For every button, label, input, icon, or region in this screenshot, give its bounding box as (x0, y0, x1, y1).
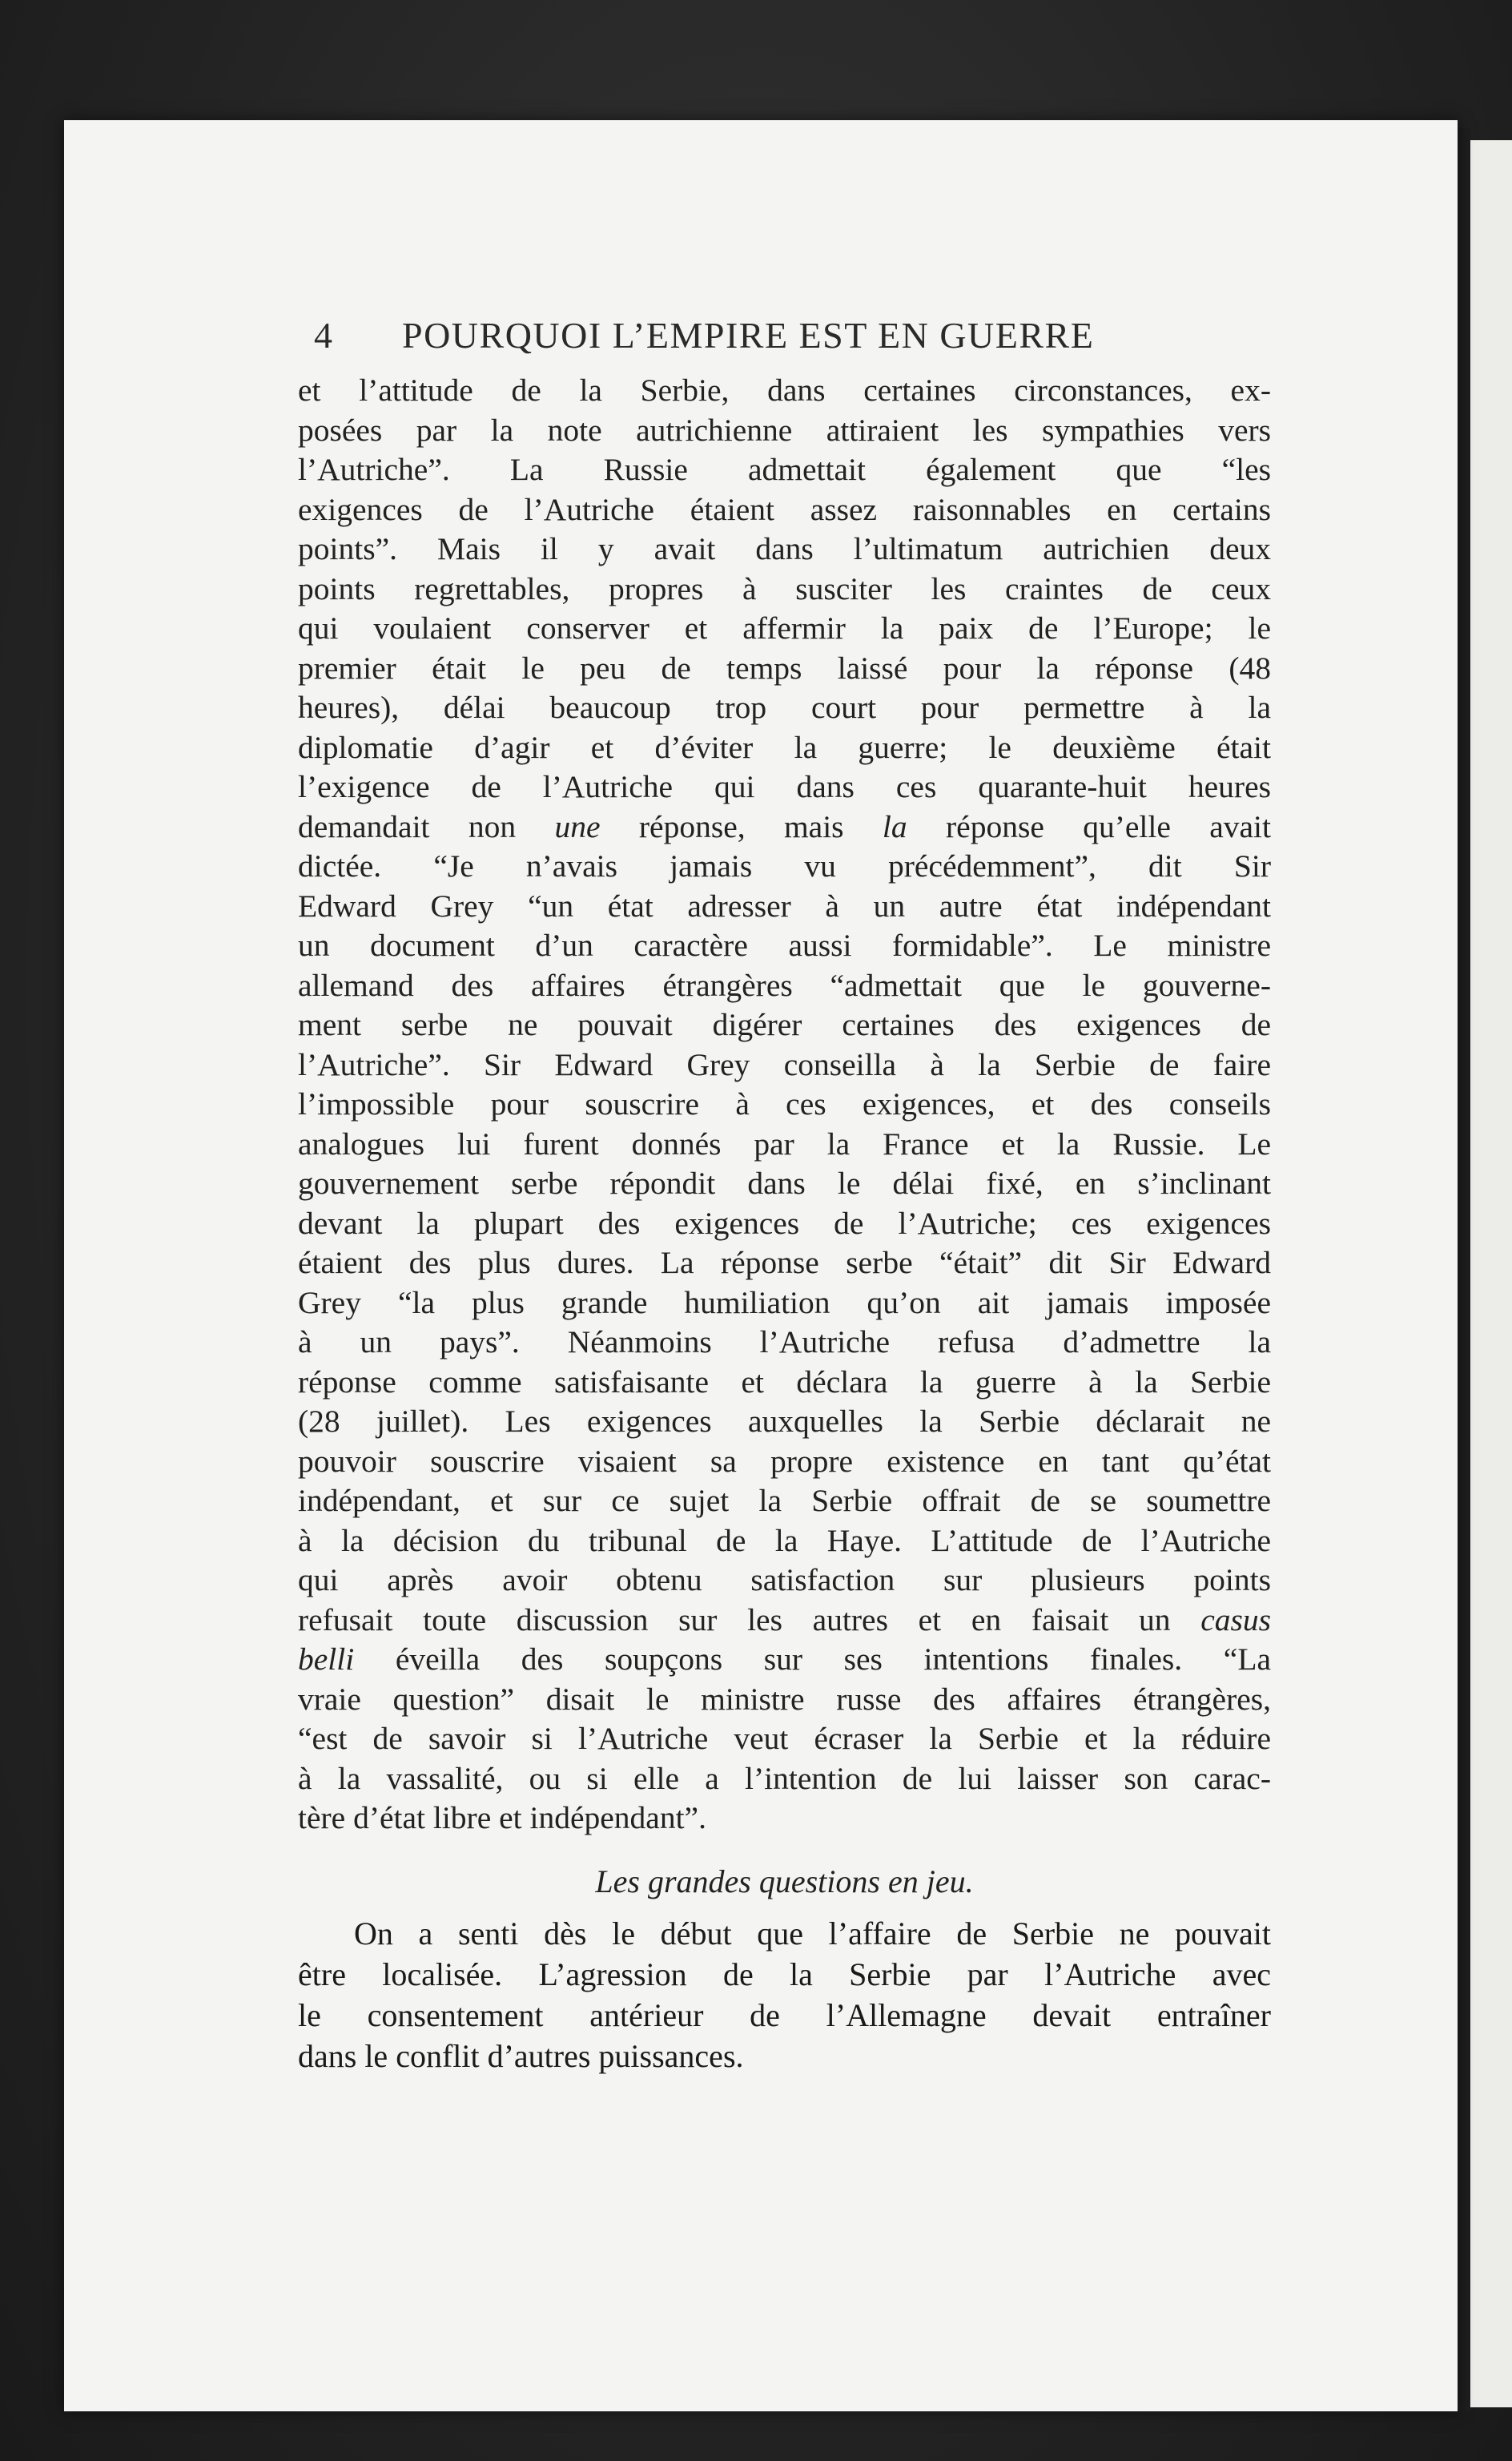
text-line: l’Autriche”. La Russie admettait également que “les (298, 452, 1271, 487)
text-line: allemand des affaires étrangères “admettait que le gouverne- (298, 967, 1271, 1003)
text-line: Grey “la plus grande humiliation qu’on ait jamais imposée (298, 1284, 1271, 1320)
facing-page-edge (1470, 140, 1512, 2407)
text-line: exigences de l’Autriche étaient assez raisonnables en certains (298, 491, 1271, 527)
text-line: pouvoir souscrire visaient sa propre existence en tant qu’état (298, 1443, 1271, 1479)
text-line: tère d’état libre et indépendant”. (298, 1800, 706, 1835)
text-line: refusait toute discussion sur les autres et en faisait un casus (298, 1601, 1271, 1637)
running-title: POURQUOI L’EMPIRE EST EN GUERRE (402, 315, 1095, 356)
text-line: demandait non une réponse, mais la réponse qu’elle avait (298, 808, 1271, 844)
italic-text: casus (1200, 1601, 1271, 1637)
italic-text: une (554, 808, 601, 844)
text-line: être localisée. L’agression de la Serbie par l’Autriche avec (298, 1956, 1271, 1992)
text-line: devant la plupart des exigences de l’Autriche; ces exigences (298, 1205, 1271, 1241)
body-paragraph-1 (298, 371, 1271, 1839)
text-line: l’impossible pour souscrire à ces exigences, et des conseils (298, 1086, 1271, 1122)
text-line: indépendant, et sur ce sujet la Serbie offrait de se soumettre (298, 1483, 1271, 1518)
running-header (298, 314, 1271, 356)
text-line: gouvernement serbe répondit dans le délai fixé, en s’inclinant (298, 1166, 1271, 1201)
text-line: étaient des plus dures. La réponse serbe “était” dit Sir Edward (298, 1245, 1271, 1280)
text-line: à un pays”. Néanmoins l’Autriche refusa d’admettre la (298, 1324, 1271, 1359)
text-line: ment serbe ne pouvait digérer certaines des exigences de (298, 1007, 1271, 1042)
text-line: heures), délai beaucoup trop court pour permettre à la (298, 690, 1271, 725)
text-line: dictée. “Je n’avais jamais vu précédemment”, dit Sir (298, 848, 1271, 884)
text-line: points”. Mais il y avait dans l’ultimatum autrichien deux (298, 531, 1271, 566)
text-line: analogues lui furent donnés par la France et la Russie. Le (298, 1126, 1271, 1162)
text-line: (28 juillet). Les exigences auxquelles la Serbie déclarait ne (298, 1404, 1271, 1439)
text-line: points regrettables, propres à susciter les craintes de ceux (298, 570, 1271, 606)
text-line: belli éveilla des soupçons sur ses intentions finales. “La (298, 1641, 1271, 1677)
text-line: dans le conflit d’autres puissances. (298, 2037, 744, 2074)
text-line: Edward Grey “un état adresser à un autre état indépendant (298, 888, 1271, 924)
body-paragraph-2 (298, 1913, 1271, 2076)
text-line: “est de savoir si l’Autriche veut écraser la Serbie et la réduire (298, 1721, 1271, 1756)
text-line: le consentement antérieur de l’Allemagne devait entraîner (298, 1996, 1271, 2033)
text-line: posées par la note autrichienne attiraient les sympathies vers (298, 412, 1271, 448)
text-line: un document d’un caractère aussi formidable”. Le ministre (298, 928, 1271, 963)
page-number: 4 (314, 315, 333, 356)
text-line: à la vassalité, ou si elle a l’intention de lui laisser son carac- (298, 1760, 1271, 1796)
text-line: qui après avoir obtenu satisfaction sur plusieurs points (298, 1562, 1271, 1597)
book-gutter (1458, 128, 1470, 2411)
text-line: vraie question” disait le ministre russe des affaires étrangères, (298, 1681, 1271, 1717)
text-line: premier était le peu de temps laissé pour la réponse (48 (298, 650, 1271, 686)
section-heading: Les grandes questions en jeu. (595, 1863, 974, 1899)
text-line: l’Autriche”. Sir Edward Grey conseilla à la Serbie de faire (298, 1046, 1271, 1082)
text-line: réponse comme satisfaisante et déclara la guerre à la Serbie (298, 1363, 1271, 1400)
text-line: et l’attitude de la Serbie, dans certaines circonstances, ex- (298, 373, 1271, 408)
text-line: l’exigence de l’Autriche qui dans ces quarante-huit heures (298, 769, 1271, 804)
italic-text: la (882, 808, 907, 844)
text-line: à la décision du tribunal de la Haye. L’attitude de l’Autriche (298, 1522, 1271, 1558)
text-line: qui voulaient conserver et affermir la paix de l’Europe; le (298, 610, 1271, 646)
page-content (298, 314, 1271, 2076)
text-line: On a senti dès le début que l’affaire de Serbie ne pouvait (354, 1915, 1271, 1951)
italic-text: belli (298, 1641, 355, 1677)
text-line: diplomatie d’agir et d’éviter la guerre; le deuxième était (298, 729, 1271, 765)
